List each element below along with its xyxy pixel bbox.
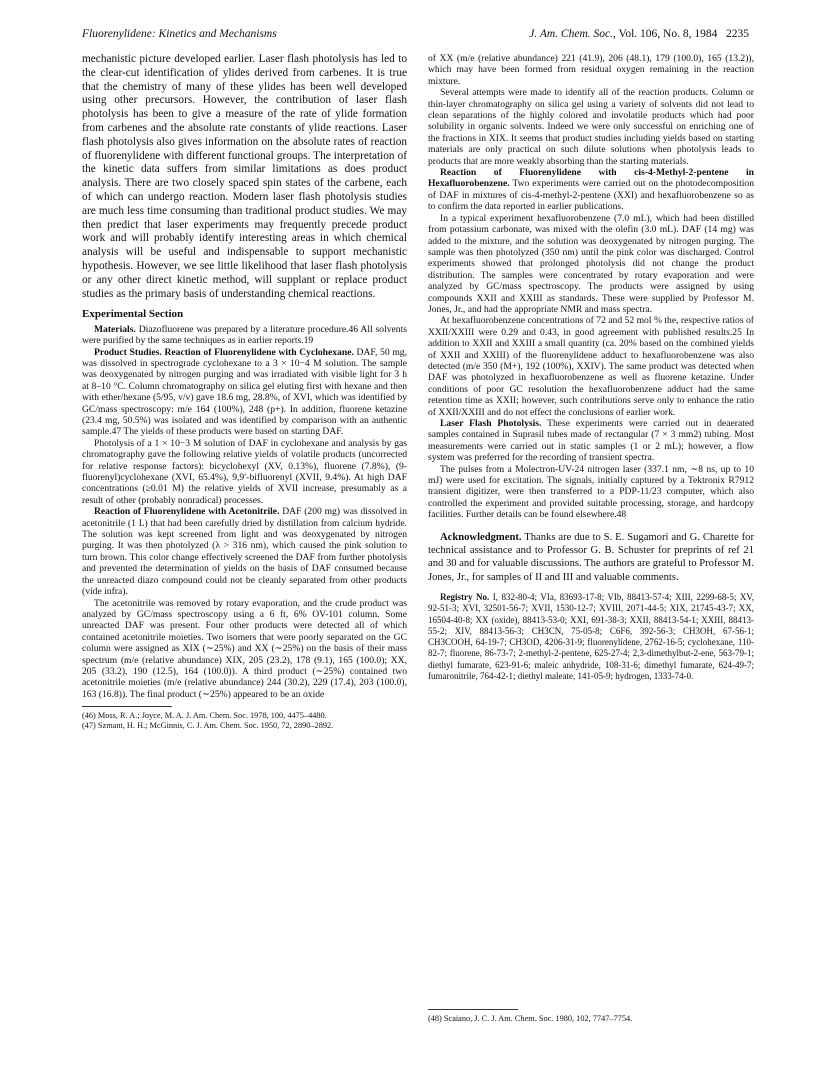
journal-name: J. Am. Chem. Soc., [529,28,616,40]
attempts-paragraph: Several attempts were made to identify all of the reaction products. Column or thin-layer chromatography on silica gel using a variety of solvents did not lead to clean separations of the highly colored and involatile products which had poor solubility in organic solvents. Indeed we were only successful on enriching one of the fractions in XIX. It seems that product studies including yields based on starting materials are only practical on such dilute solutions when photolysis leads to products that are more weakly absorbing than the starting materials. [428,87,754,167]
hfb-heading: Reaction of Fluorenylidene with cis-4-Methyl-2-pentene in Hexafluorobenzene. [428,167,754,190]
hfb-paragraph [428,167,754,213]
right-column [428,53,754,682]
footnote-separator-right [428,1009,518,1010]
product-heading: Product Studies. Reaction of Fluorenylidene with Cyclohexane. [94,346,354,358]
acknowledgment-text: Thanks are due to S. E. Sugamori and G. Charette for technical assistance and to Professor G. B. Schuster for preprints of ref 21 and 30 and for valuable discussions. The authors are grateful to Professor M. Jones, Jr., for samples of II and III and valuable comments. [428,531,754,583]
product-paragraph [82,347,407,438]
footnote-separator [82,706,172,707]
acknowledgment-paragraph [428,531,754,585]
typical-paragraph: In a typical experiment hexafluorobenzene (7.0 mL), which had been distilled from potassium carbonate, was mixed with the olefin (3.0 mL). DAF (14 mg) was added to the mixture, and the solution was deoxygenated by nitrogen purging. The sample was then photolyzed (350 nm) until the pink color was discharged. Control experiments showed that prolonged photolysis did not change the product distribution. The samples were concentrated by rotary evaporation and were analyzed by GC/mass spectroscopy. The products were assigned by using compounds XXII and XXIII as standards. These were supplied by Professor M. Jones, Jr., and had the appropriate NMR and mass spectra. [428,212,754,315]
acetonitrile-paragraph [82,506,407,597]
footnote-46: (46) Moss, R. A.; Joyce, M. A. J. Am. Chem. Soc. 1978, 100, 4475–4480. [82,711,327,721]
photolysis-paragraph: Photolysis of a 1 × 10−3 M solution of DAF in cyclohexane and analysis by gas chromatography gave the following relative yields of volatile products (uncorrected for relative response factors): bicyclohexyl (XV, 0.13%), fluorene (7.8%), (9-fluorenyl)cyclohexane (XVI, 65.4%), 9,9′-bifluorenyl (XVII, 9.4%). At high DAF concentrations (≥0.01 M) the relative yields of XVII increase, presumably as a result of other (probably nonradical) processes. [82,437,407,506]
footnote-47: (47) Szmant, H. H.; McGinnis, C. J. Am. Chem. Soc. 1950, 72, 2890–2892. [82,721,334,731]
footnotes-right [428,1003,754,1024]
running-title: Fluorenylidene: Kinetics and Mechanisms [82,28,277,40]
lfp-heading: Laser Flash Photolysis. [440,418,542,429]
ratios-paragraph: At hexafluorobenzene concentrations of 72 and 52 mol % the, respective ratios of XXII/XXIII were 0.29 and 0.43, in good agreement with published results.25 In addition to XXII and XXIII a small quantity (ca. 20% based on the combined yields of XXII and XXIII) of the fluorenylidene adduct to hexafluorobenzene was also detected (m/e 350 (M+), 192 (100%), XXIV). The same product was detected when DAF was photolyzed in hexafluorobenzene as well as fluorene ketazine. Under conditions of poor GC resolution the hexafluorobenzene adduct had the same retention time as XXII; however, such contributions serve only to enhance the ratio of XXII/XXIII and do not effect the conclusions of earlier work. [428,315,754,418]
acetonitrile-text: DAF (200 mg) was dissolved in acetonitrile (1 L) that had been carefully dried by distillation from calcium hydride. The solution was kept screened from light and was deoxygenated by nitrogen purging. It was then photolyzed (λ > 316 nm), which caused the pink solution to turn brown. This color change effectively screened the DAF from further photolysis and prevented the determination of yields on the basis of DAF consumed because the unreacted diazo compound could not be cleanly separated from other products (vide infra). [82,506,407,598]
journal-citation [529,28,749,40]
acknowledgment-heading: Acknowledgment. [440,531,522,543]
volume-issue: Vol. 106, No. 8, 1984 [615,28,718,40]
section-heading: Experimental Section [82,308,184,321]
footnote-48: (48) Scaiano, J. C. J. Am. Chem. Soc. 1980, 102, 7747–7754. [428,1014,633,1023]
lfp-text: These experiments were carried out in deaerated samples contained in Suprasil tubes made of rectangular (7 × 3 mm2) tubing. Most measurements were carried out in static samples (1 or 2 mL); however, a flow system was preferred for the recording of transient spectra. [428,418,754,464]
registry-paragraph [428,592,754,682]
registry-text: I, 832-80-4; VIa, 83693-17-8; VIb, 88413-57-4; XIII, 2299-68-5; XV, 92-51-3; XVI, 32501-56-7; XVII, 1530-12-7; XVIII, 2071-44-5; XIX, 21745-43-7; XX, 16504-40-8; XX (oxide), 88413-53-0; XXI, 691-38-3; XXII, 88413-54-1; XXIII, 88413-55-2; XIV, 88413-56-3; CH3CN, 75-05-8; C6F6, 392-56-3; CH3OH, 67-56-1; CH3COOH, 64-19-7; CH3OD, 4206-31-9; fluorenylidene, 2762-16-5; cyclohexane, 110-82-7; fluorene, 86-73-7; 2-methyl-2-pentene, 625-27-4; 2,3-dimethylbut-2-ene, 563-79-1; diethyl fumarate, 623-91-6; maleic anhydride, 108-31-6; dimethyl fumarate, 624-49-7; fumaronitrile, 764-42-1; diethyl maleate, 141-05-9; hydrogen, 1333-74-0. [428,592,754,681]
acetonitrile-paragraph-2: The acetonitrile was removed by rotary evaporation, and the crude product was analyzed by GC/mass spectroscopy using a 6 ft, 6% OV-101 column. Some unreacted DAF was present. Four other products were detected all of which contained acetonitrile moieties. Two isomers that were poorly separated on the GC column were assigned as XIX (∼25%) and XX (∼25%) on the basis of their mass spectrum (m/e (relative abundance) XIX, 205 (23.2), 178 (9.1), 165 (100.0); XX, 205 (33.2), 190 (12.5), 164 (100.0)). A third product (∼25%) contained two acetonitrile moieties (m/e (relative abundance) 244 (30.2), 229 (17.4), 203 (100.0), 163 (16.8)). The final product (∼25%) appeared to be an oxide [82,597,407,700]
footnotes-left [82,711,407,731]
page-number: 2235 [726,28,749,40]
registry-heading: Registry No. [440,592,490,603]
intro-paragraph: mechanistic picture developed earlier. Laser flash photolysis has led to the clear-cut identification of ylides derived from carbenes. It is true that the chemistry of many of these ylides has been well developed using other precursors. However, the contribution of laser flash photolysis has been to give a measure of the rate of ylide formation from carbenes and the absolute rate constants of ylide reactions. Laser flash photolysis also gives information on the absolute rates of reaction of fluorenylidene with different functional groups. The interpretation of the kinetic data suffers from similar limitations as does product analysis. There are two closely spaced spin states of the carbene, each of which can undergo reaction. Modern laser flash photolysis studies are much less time consuming than traditional product studies. We may then predict that laser experiments may frequently precede product work and will probably identify interesting areas in which chemical analysis will be useful and indispensable to support mechanistic hypothesis. However, we see little likelihood that laser flash photolysis or any other direct kinetic method, will supplant or replace product studies as the primary basis of understanding chemical reactions. [82,53,407,300]
materials-text: Diazofluorene was prepared by a literature procedure.46 All solvents were purified by the same techniques as in earlier reports.19 [82,323,407,347]
hfb-text: Two experiments were carried out on the photodecomposition of DAF in mixtures of cis-4-methyl-2-pentene (XXI) and hexafluorobenzene so as to confirm the data reported in earlier publications. [428,178,754,213]
lfp-paragraph [428,418,754,464]
acetonitrile-heading: Reaction of Fluorenylidene with Acetonitrile. [94,506,280,518]
pulses-paragraph: The pulses from a Molectron-UV-24 nitrogen laser (337.1 nm, ∼8 ns, up to 10 mJ) were used for excitation. The signals, initially captured by a Tektronix R7912 transient digitizer, were then transferred to a PDP-11/23 computer, which also controlled the experiment and provided suitable processing, storage, and hardcopy facilities. Further details can be found elsewhere.48 [428,463,754,521]
materials-paragraph [82,324,407,347]
continued-paragraph: of XX (m/e (relative abundance) 221 (41.9), 206 (48.1), 179 (100.0), 165 (13.2)), which may have been formed from residual oxygen remaining in the reaction mixture. [428,53,754,87]
left-column [82,53,407,731]
running-header [60,28,767,44]
materials-heading: Materials. [94,323,136,335]
product-text: DAF, 50 mg, was dissolved in spectrograde cyclohexane to a 3 × 10−4 M solution. The sample was deoxygenated by nitrogen purging and was irradiated with visible light for 3 h at 8–10 °C. Column chromatography on silica gel eluting first with hexane and then with ether/hexane (5/95, v/v) gave 18.6 mg, 28.8%, of XVI, which was identified by GC/mass spectroscopy: m/e 164 (100%), 248 (p+). In addition, fluorene ketazine (23.4 mg, 50.5%) was isolated and was identified by comparison with an authentic sample.47 The yields of these products were based on starting DAF. [82,346,407,438]
